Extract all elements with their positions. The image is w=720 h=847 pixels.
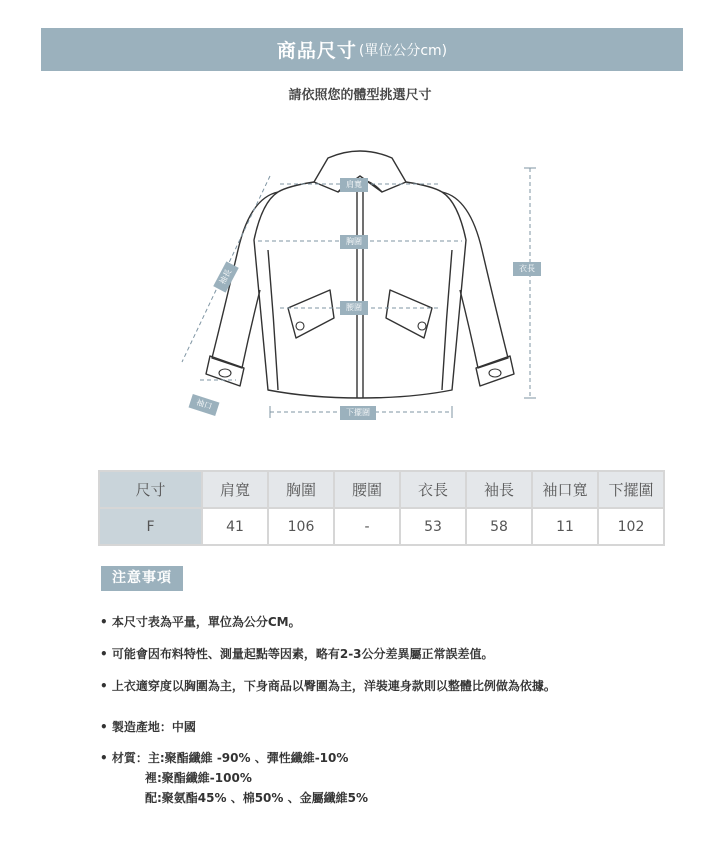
value-cell: 102 <box>598 508 664 545</box>
value-cell: 58 <box>466 508 532 545</box>
notice-item: • 可能會因布料特性、測量起點等因素，略有2-3公分差異屬正常誤差值。 <box>100 647 494 661</box>
material-lining: 裡:聚酯纖維-100% <box>145 771 252 785</box>
size-header-banner <box>41 28 683 71</box>
value-cell: - <box>334 508 400 545</box>
notice-item: • 上衣適穿度以胸圍為主，下身商品以臀圍為主，洋裝連身款則以整體比例做為依據。 <box>100 679 556 693</box>
size-guide-subtitle: 請依照您的體型挑選尺寸 <box>288 88 432 103</box>
header-cell: 衣長 <box>400 471 466 508</box>
size-table-header-row <box>99 471 664 508</box>
material-main: • 材質：主:聚酯纖維 -90% 、彈性纖維-10% <box>100 751 349 765</box>
header-cell: 腰圍 <box>334 471 400 508</box>
material-trim: 配:聚氨酯45% 、棉50% 、金屬纖維5% <box>145 791 368 805</box>
header-cell: 胸圍 <box>268 471 334 508</box>
value-cell: 53 <box>400 508 466 545</box>
header-cell: 肩寬 <box>202 471 268 508</box>
label-hem: 下擺圍 <box>340 406 376 420</box>
value-cell: 11 <box>532 508 598 545</box>
header-cell: 袖口寬 <box>532 471 598 508</box>
header-unit: (單位公分cm) <box>358 42 448 59</box>
notice-item-origin: • 製造產地：中國 <box>100 720 196 734</box>
size-table <box>98 470 665 546</box>
table-row <box>99 508 664 545</box>
header-cell: 下擺圍 <box>598 471 664 508</box>
label-shoulder: 肩寬 <box>340 178 368 192</box>
header-cell: 尺寸 <box>99 471 202 508</box>
label-cuff: 袖口 <box>189 394 220 416</box>
jacket-measurement-diagram <box>150 140 570 440</box>
size-cell: F <box>99 508 202 545</box>
value-cell: 106 <box>268 508 334 545</box>
header-title: 商品尺寸 <box>276 40 357 62</box>
label-length: 衣長 <box>513 262 541 276</box>
label-waist: 腰圍 <box>340 301 368 315</box>
value-cell: 41 <box>202 508 268 545</box>
notice-title: 注意事項 <box>101 566 183 591</box>
label-sleeve: 袖長 <box>213 261 239 292</box>
notice-item: • 本尺寸表為平量，單位為公分CM。 <box>100 615 301 629</box>
header-cell: 袖長 <box>466 471 532 508</box>
label-chest: 胸圍 <box>340 235 368 249</box>
